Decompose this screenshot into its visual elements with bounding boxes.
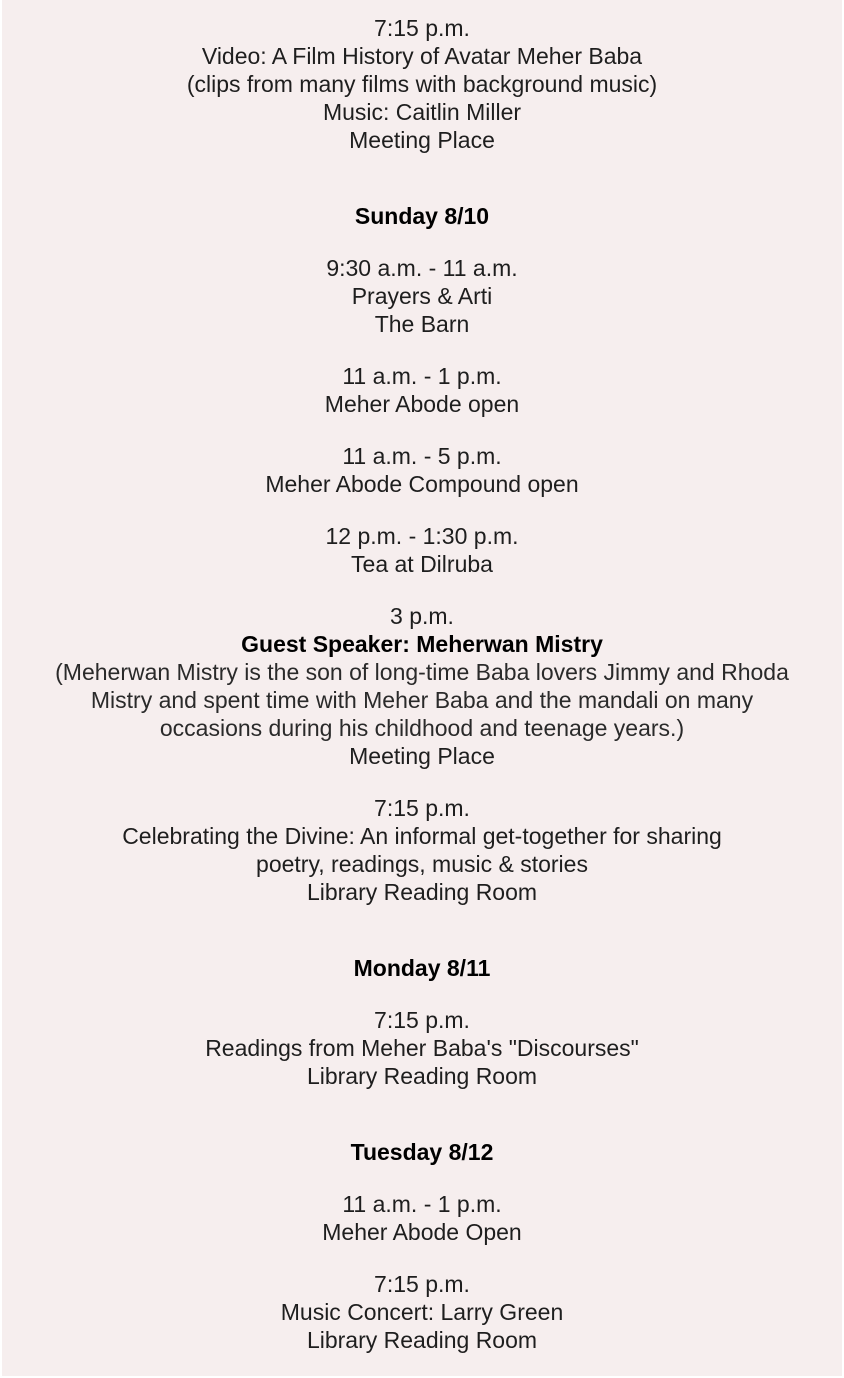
day-heading-tuesday: Tuesday 8/12	[350, 1139, 494, 1165]
day-heading-sunday: Sunday 8/10	[354, 203, 490, 229]
event-title: poetry, readings, music & stories	[256, 851, 588, 877]
event-time: 7:15 p.m.	[374, 795, 470, 821]
event-time: 12 p.m. - 1:30 p.m.	[325, 523, 519, 549]
event-title: Video: A Film History of Avatar Meher Baba	[201, 43, 643, 69]
event-location: Meeting Place	[349, 127, 495, 153]
event-time: 11 a.m. - 5 p.m.	[342, 443, 502, 469]
event-time: 9:30 a.m. - 11 a.m.	[326, 255, 518, 281]
event-music: Music: Caitlin Miller	[322, 99, 522, 125]
event-title: Music Concert: Larry Green	[280, 1299, 564, 1325]
event-location: Library Reading Room	[306, 1063, 538, 1089]
event-time: 11 a.m. - 1 p.m.	[342, 363, 502, 389]
event-title: Meher Abode open	[324, 391, 520, 417]
event-title: Prayers & Arti	[351, 283, 493, 309]
schedule-page	[2, 0, 842, 1376]
event-location: Meeting Place	[349, 743, 495, 769]
event-time: 7:15 p.m.	[374, 1007, 470, 1033]
speaker-description: occasions during his childhood and teenage years.)	[159, 715, 685, 741]
event-time: 7:15 p.m.	[374, 15, 470, 41]
event-title: Meher Abode Compound open	[265, 471, 579, 497]
event-title: Meher Abode Open	[322, 1219, 522, 1245]
speaker-description: (Meherwan Mistry is the son of long-time Baba lovers Jimmy and Rhoda	[55, 659, 789, 685]
event-location: Library Reading Room	[306, 879, 538, 905]
event-time: 7:15 p.m.	[374, 1271, 470, 1297]
speaker-description: Mistry and spent time with Meher Baba and the mandali on many	[90, 687, 754, 713]
event-time: 11 a.m. - 1 p.m.	[342, 1191, 502, 1217]
day-heading-monday: Monday 8/11	[353, 955, 491, 981]
event-title: Tea at Dilruba	[351, 551, 493, 577]
event-note: (clips from many films with background music)	[186, 71, 658, 97]
event-title: Readings from Meher Baba's "Discourses"	[205, 1035, 639, 1061]
event-location: Library Reading Room	[306, 1327, 538, 1353]
event-time: 3 p.m.	[390, 603, 454, 629]
event-title: Celebrating the Divine: An informal get-together for sharing	[122, 823, 722, 849]
event-location: The Barn	[374, 311, 470, 337]
guest-speaker-title: Guest Speaker: Meherwan Mistry	[241, 631, 603, 657]
